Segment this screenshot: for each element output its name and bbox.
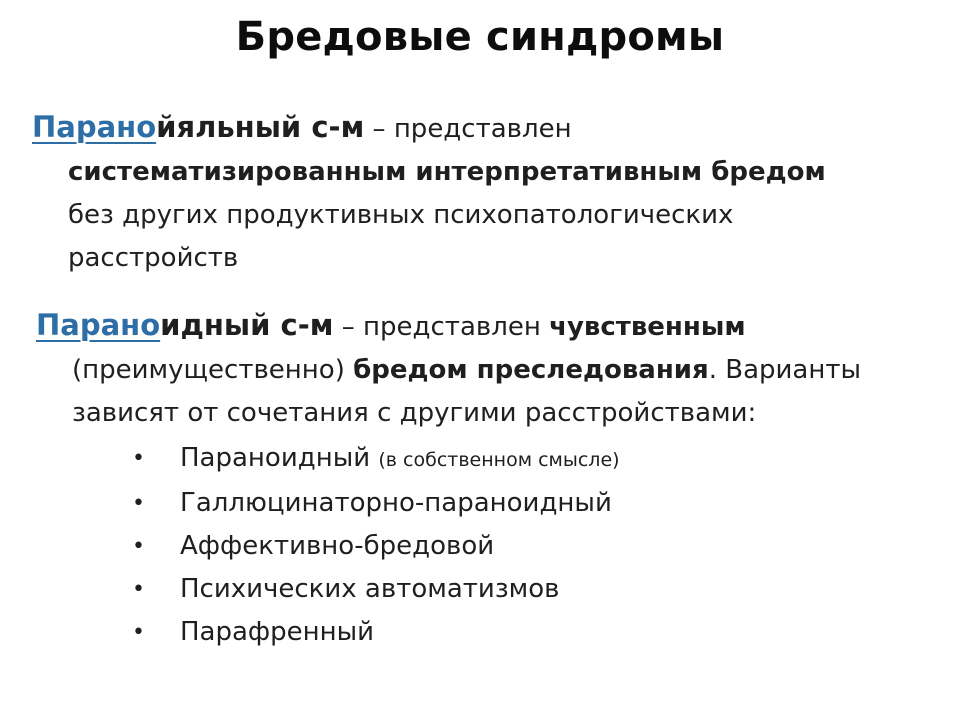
paranoid-line1-normal: представлен bbox=[363, 312, 550, 342]
bullet-icon: • bbox=[132, 446, 145, 471]
bullet-icon: • bbox=[132, 620, 145, 645]
paranoid-dash: – bbox=[333, 312, 364, 342]
list-item bbox=[132, 611, 932, 654]
paranoid-line1-bold: чувственным bbox=[549, 312, 746, 342]
list-item bbox=[132, 437, 932, 482]
variants-list bbox=[132, 437, 932, 654]
paranoid-heading-line bbox=[36, 304, 946, 349]
paranoid-line2-post: . Варианты bbox=[708, 355, 862, 385]
paranoid-suffix: идный с-м bbox=[160, 308, 334, 342]
list-item bbox=[132, 525, 932, 568]
slide-title: Бредовые синдромы bbox=[235, 14, 725, 60]
paranoid-line2-bold: бредом преследования bbox=[353, 355, 709, 385]
list-item-text: Галлюцинаторно-параноидный bbox=[180, 488, 612, 518]
paranoial-line2: систематизированным интерпретативным бредом bbox=[68, 157, 826, 187]
list-item-text: Психических автоматизмов bbox=[180, 574, 560, 604]
paranoid-line3: зависят от сочетания с другими расстройствами: bbox=[72, 398, 757, 428]
paranoid-line2 bbox=[36, 349, 946, 392]
paranoid-line2-pre: (преимущественно) bbox=[72, 355, 354, 385]
paranoial-prefix: Парано bbox=[32, 110, 157, 144]
bullet-icon: • bbox=[132, 491, 145, 516]
paranoid-prefix: Парано bbox=[36, 308, 161, 342]
list-item-text: Аффективно-бредовой bbox=[180, 531, 495, 561]
list-item-text: Параноидный bbox=[180, 443, 379, 473]
paranoid-syndrome-paragraph bbox=[36, 304, 946, 435]
list-item-text: Парафренный bbox=[180, 617, 375, 647]
paranoial-line3: без других продуктивных психопатологических bbox=[68, 200, 734, 230]
paranoial-syndrome-paragraph bbox=[32, 106, 942, 280]
paranoial-dash: – bbox=[364, 114, 394, 144]
bullet-icon: • bbox=[132, 577, 145, 602]
list-item-note: (в собственном смысле) bbox=[378, 449, 620, 471]
list-item bbox=[132, 482, 932, 525]
list-item bbox=[132, 568, 932, 611]
bullet-icon: • bbox=[132, 534, 145, 559]
paranoial-line4: расстройств bbox=[68, 243, 239, 273]
paranoial-suffix: йяльный с-м bbox=[156, 110, 365, 144]
paranoial-line1-rest: представлен bbox=[393, 114, 572, 144]
paranoial-heading-line bbox=[32, 106, 942, 151]
